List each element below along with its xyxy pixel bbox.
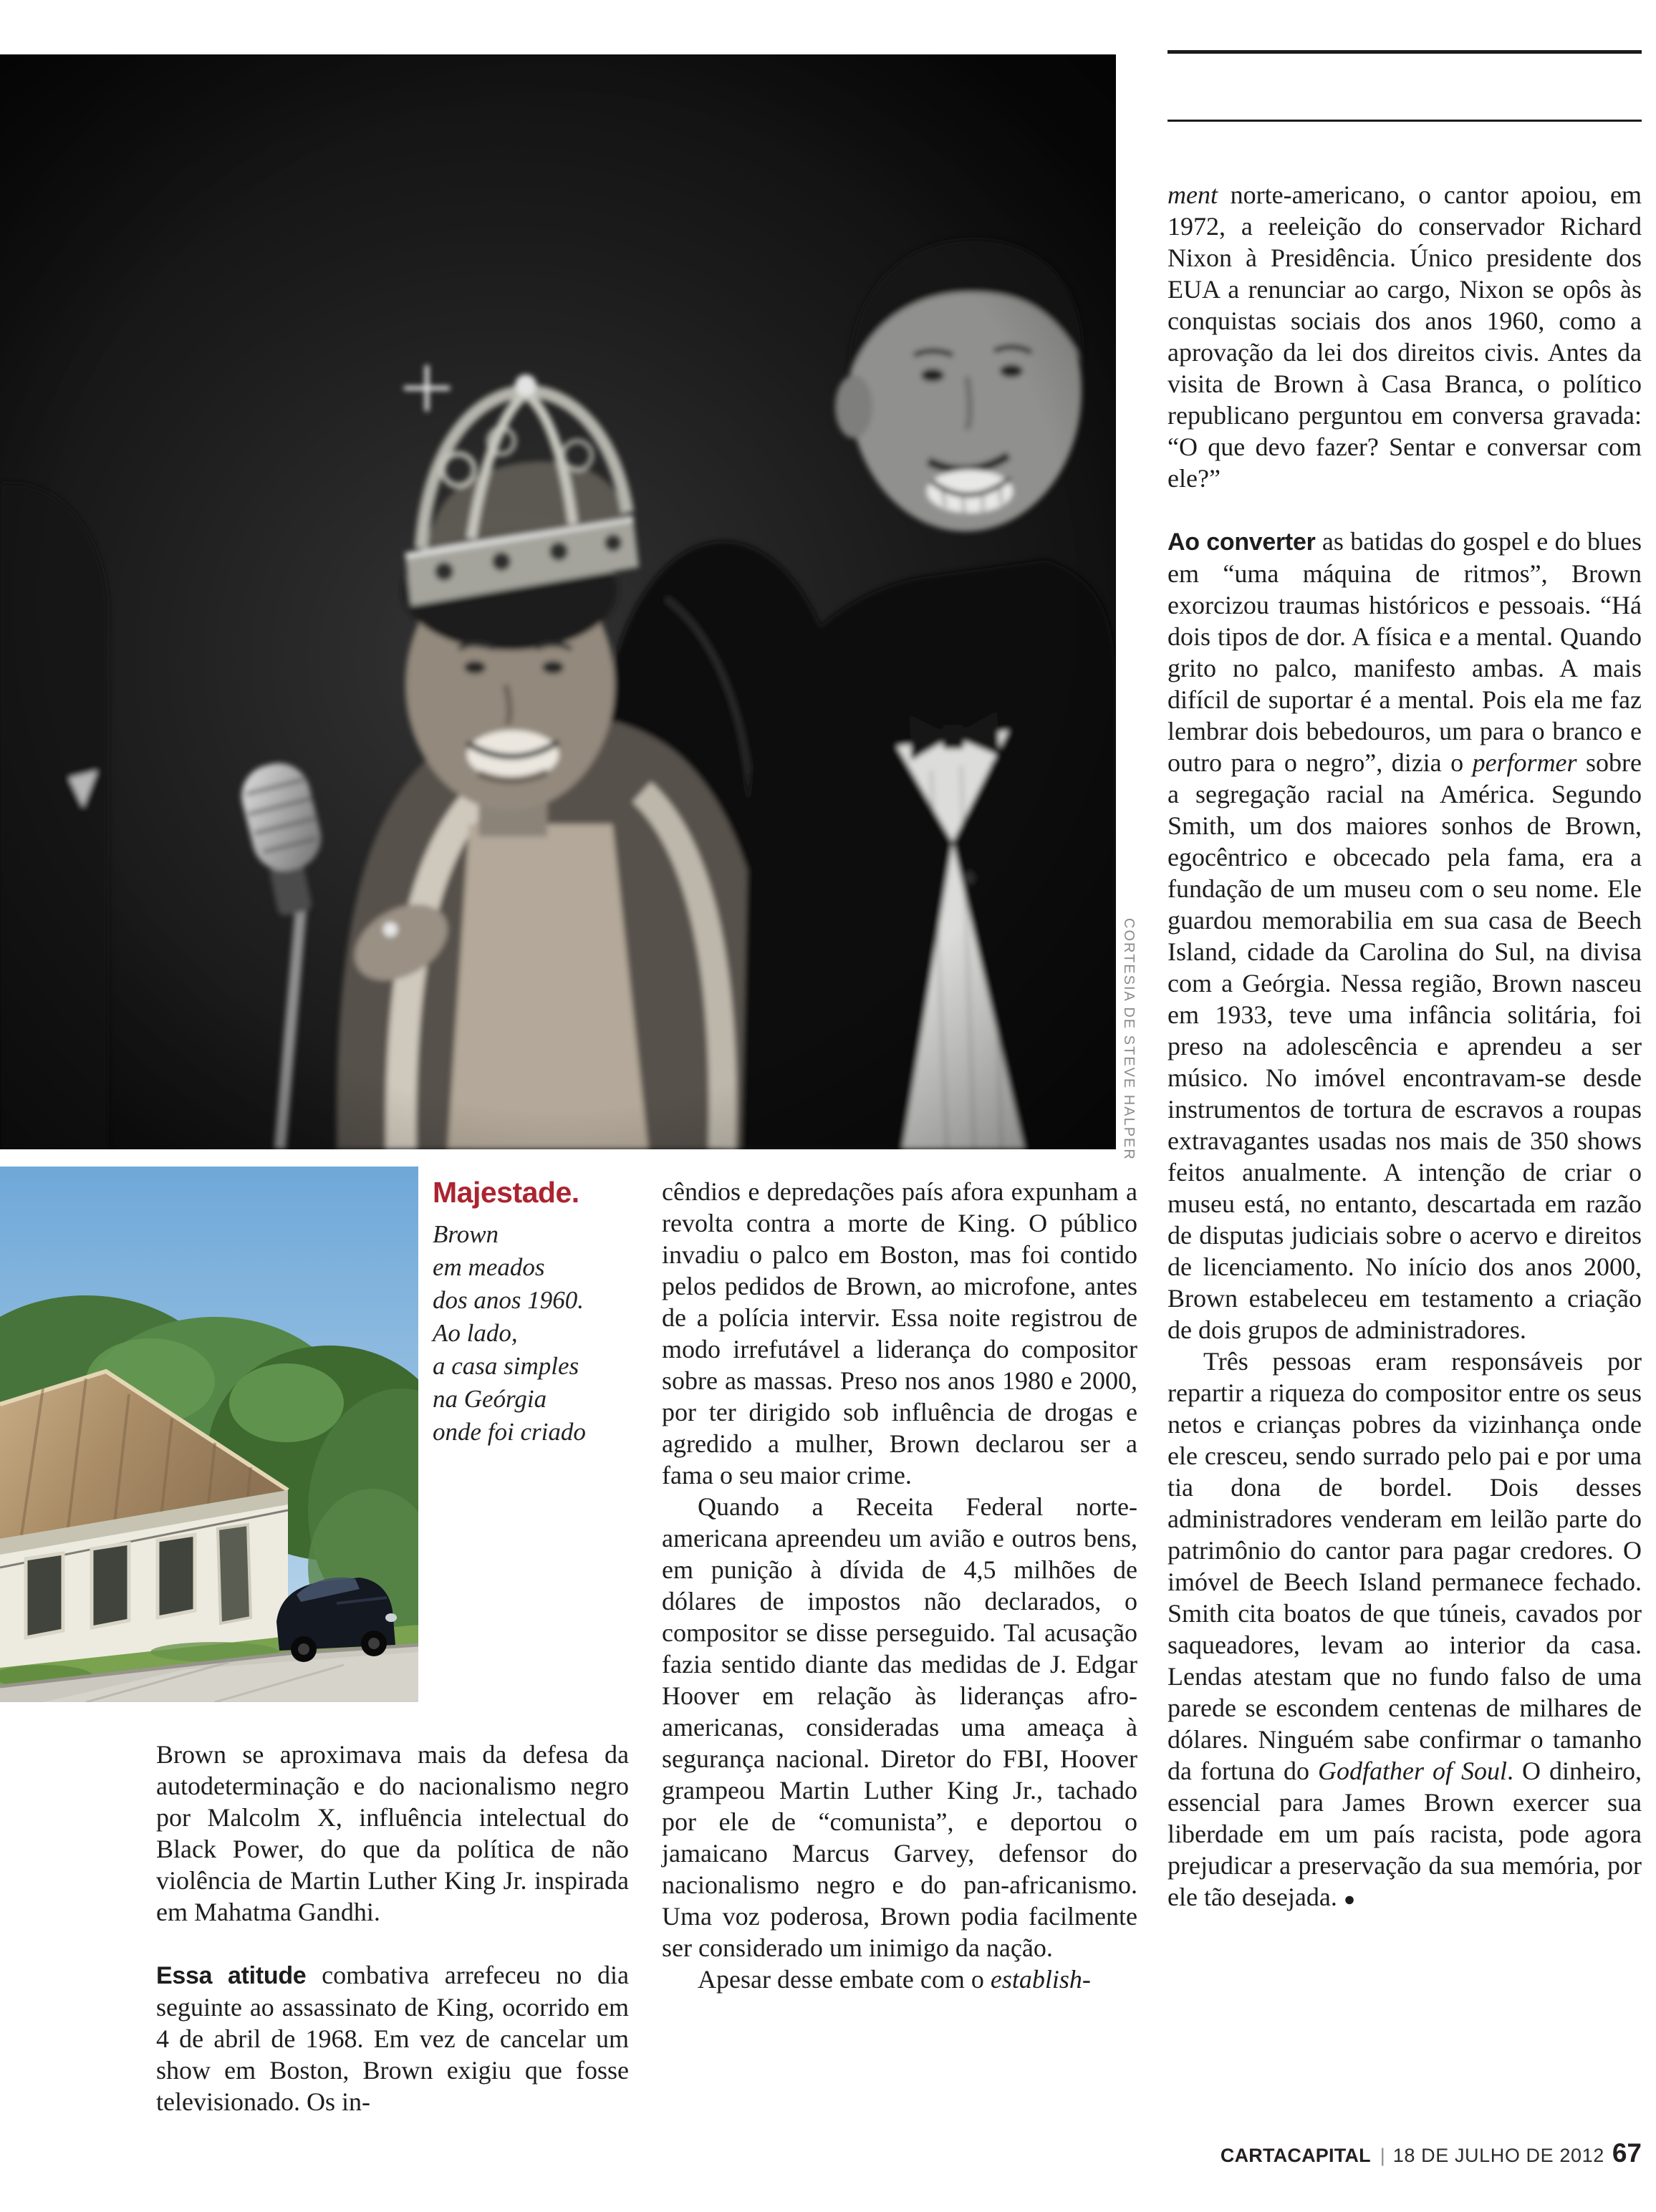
article-paragraph <box>662 1176 1137 1491</box>
text-segment: norte-americano, o cantor apoiou, em 1972, a reeleição do conservador Richard Nixon à Presidência. Único presidente dos EUA a renunciar ao cargo, Nixon se opôs às conquistas sociais dos anos 1960, como a aprovação da lei dos direitos civis. Antes da visita de Brown à Casa Branca, o político republicano perguntou em conversa gravada: “O que devo fazer? Sentar e conversar com ele?” <box>1168 180 1642 493</box>
window <box>26 1553 63 1638</box>
text-column-left <box>156 1739 629 2117</box>
window <box>158 1535 195 1618</box>
door <box>218 1525 251 1623</box>
window <box>92 1543 129 1628</box>
article-paragraph <box>1168 526 1642 1346</box>
article-paragraph <box>156 1959 629 2117</box>
article-paragraph <box>662 1491 1137 1964</box>
article-paragraph <box>662 1964 1137 1995</box>
caption-line: dos anos 1960. <box>433 1286 584 1314</box>
text-segment: performer <box>1472 748 1577 777</box>
page-footer <box>1221 2138 1642 2168</box>
issue-date: 18 DE JULHO DE 2012 <box>1392 2145 1604 2166</box>
text-segment: as batidas do gospel e do blues em “uma máquina de ritmos”, Brown exorcizou traumas históricos e pessoais. “Há dois tipos de dor. A física e a mental. Quando grito no palco, manifesto ambas. A mais difícil de suportar é a mental. Pois ela me faz lembrar dois bebedouros, um para o branco e outro para o negro”, dizia o <box>1168 527 1642 777</box>
article-paragraph <box>1168 1346 1642 1915</box>
text-segment: Essa atitude <box>156 1962 307 1989</box>
text-segment: Apesar desse embate com o <box>698 1965 991 1994</box>
text-column-right <box>1168 179 1642 1915</box>
text-segment: cêndios e depredações país afora expunham a revolta contra a morte de King. O público invadiu o palco em Boston, mas foi contido pelos pedidos de Brown, ao microfone, antes de a polícia intervir. Essa noite registrou de modo irrefutável a liderança do compositor sobre as massas. Preso nos anos 1980 e 2000, por ter dirigido sob influência de drogas e agredido a mulher, Brown declarou ser a fama o seu maior crime. <box>662 1177 1137 1489</box>
caption-line: Brown <box>433 1220 499 1248</box>
header-rule-top <box>1168 50 1642 54</box>
text-segment: Três pessoas eram responsáveis por repartir a riqueza do compositor entre os seus netos e crianças pobres da vizinhança onde ele cresceu, sendo surrado pelo pai e por uma tia dona de bordel. Dois desses administradores venderam em leilão parte do patrimônio do cantor para pagar credores. O imóvel de Beech Island permanece fechado. Smith cita boatos de que túneis, cavados por saqueadores, levam ao interior da casa. Lendas atestam que no fundo falso de uma parede se escondem centenas de milhares de dólares. Ninguém sabe confirmar o tamanho da fortuna do <box>1168 1347 1642 1785</box>
caption-line: em meados <box>433 1253 545 1281</box>
article-paragraph <box>1168 179 1642 494</box>
header-rule-bottom <box>1168 120 1642 122</box>
text-segment: ● <box>1343 1888 1356 1910</box>
caption-line: Ao lado, <box>433 1319 518 1347</box>
james-brown-photo-illustration <box>0 54 1116 1149</box>
page-number: 67 <box>1612 2138 1642 2168</box>
georgia-house-illustration <box>0 1167 418 1702</box>
text-segment: sobre a segregação racial na América. Segundo Smith, um dos maiores sonhos de Brown, egocêntrico e obcecado pela fama, era a fundação de um museu com o seu nome. Ele guardou memorabilia em sua casa de Beech Island, cidade da Carolina do Sul, na divisa com a Geórgia. Nessa região, Brown nasceu em 1933, teve uma infância solitária, foi preso na adolescência e aprendeu a ser músico. No imóvel encontravam-se desde instrumentos de tortura de escravos a roupas extravagantes usadas nos mais de 350 shows feitos anualmente. A intenção de criar o museu está, no entanto, descartada em razão de disputas judiciais sobre o acervo e direitos de licenciamento. No início dos anos 2000, Brown estabeleceu em testamento a criação de dois grupos de administradores. <box>1168 748 1642 1344</box>
text-segment: combativa arrefeceu no dia seguinte ao assassinato de King, ocorrido em 4 de abril de 1968. Em vez de cancelar um show em Boston, Brown exigiu que fosse televisionado. Os in- <box>156 1961 629 2116</box>
headlight <box>385 1613 397 1622</box>
photo-credit: CORTESIA DE STEVE HALPER <box>1121 918 1137 1161</box>
text-segment: Ao converter <box>1168 528 1316 556</box>
photo-caption <box>433 1176 656 1449</box>
text-segment: ment <box>1168 180 1218 209</box>
text-segment: . O dinheiro, essencial para James Brown exercer sua liberdade em um país racista, pode agora prejudicar a preservação da sua memória, por ele tão desejada. <box>1168 1757 1642 1911</box>
article-paragraph <box>156 1739 629 1928</box>
caption-line: na Geórgia <box>433 1385 547 1413</box>
magazine-name: CARTACAPITAL <box>1220 2145 1371 2166</box>
james-brown-crowned-photo <box>0 54 1116 1149</box>
text-segment: Brown se aproximava mais da defesa da autodeterminação e do nacionalismo negro por Malcolm X, influência intelectual do Black Power, do que da política de não violência de Martin Luther King Jr. inspirada em Mahatma Gandhi. <box>156 1740 629 1926</box>
text-segment: establish- <box>990 1965 1091 1994</box>
text-column-middle <box>662 1176 1137 1995</box>
caption-title: Majestade. <box>433 1176 579 1209</box>
text-segment: Quando a Receita Federal norte-americana apreendeu um avião e outros bens, em punição à dívida de 4,5 milhões de dólares de impostos não declarados, o compositor se disse perseguido. Tal acusação fazia sentido diante das medidas de J. Edgar Hoover em relação às lideranças afro-americanas, consideradas uma ameaça à segurança nacional. Diretor do FBI, Hoover grampeou Martin Luther King Jr., tachado por ele de “comunista”, e deportou o jamaicano Marcus Garvey, defensor do nacionalismo negro e do pan-africanismo. Uma voz poderosa, Brown podia facilmente ser considerado um inimigo da nação. <box>662 1492 1137 1962</box>
caption-line: onde foi criado <box>433 1418 586 1446</box>
footer-separator: | <box>1380 2145 1385 2166</box>
text-segment: Godfather of Soul <box>1317 1757 1508 1785</box>
georgia-house-photo <box>0 1167 418 1702</box>
caption-line: a casa simples <box>433 1352 579 1380</box>
